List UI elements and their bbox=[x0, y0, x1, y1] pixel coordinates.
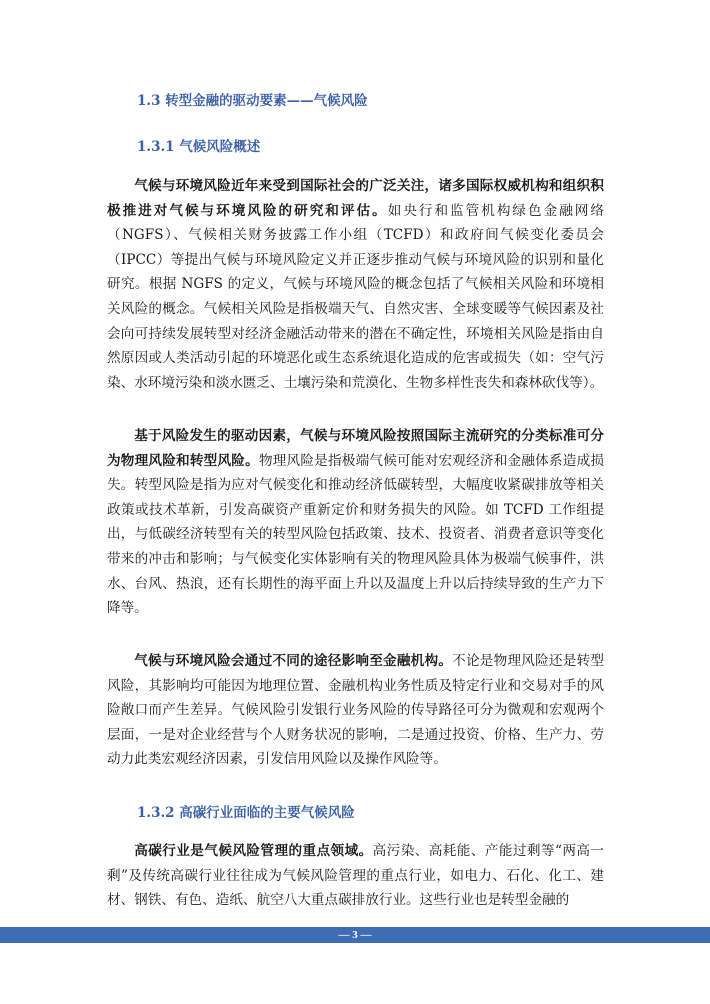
paragraph-2-lead: 基于风险发生的驱动因素，气候与环境风险按照国际主流研究的分类标准可分为物理风险和转型风险。 bbox=[107, 428, 604, 469]
subsection-heading-1: 1.3.1 气候风险概述 bbox=[137, 139, 261, 155]
paragraph-1 bbox=[107, 174, 604, 395]
paragraph-3-body: 不论是物理风险还是转型风险，其影响均可能因为地理位置、金融机构业务性质及特定行业和交易对手的风险敞口而产生差异。气候风险引发银行业务风险的传导路径可分为微观和宏观两个层面，一是对企业经营与个人财务状况的影响，二是通过投资、价格、生产力、劳动力此类宏观经济因素，引发信用风险以及操作风险等。 bbox=[107, 653, 604, 768]
subsection-heading-2: 1.3.2 高碳行业面临的主要气候风险 bbox=[137, 805, 355, 821]
paragraph-3 bbox=[107, 649, 604, 772]
paragraph-2 bbox=[107, 424, 604, 621]
paragraph-1-body: 如央行和监管机构绿色金融网络（NGFS）、气候相关财务披露工作小组（TCFD）和政府间气候变化委员会（IPCC）等提出气候与环境风险定义并正逐步推动气候与环境风险的识别和量化研究。根据 NGFS 的定义，气候与环境风险的概念包括了气候相关风险和环境相关风险的概念。气候相关风险是指极端天气、自然灾害、全球变暖等气候因素及社会向可持续发展转型对经济金融活动带来的潜在不确定性，环境相关风险是指由自然原因或人类活动引起的环境恶化或生态系统退化造成的危害或损失（如：空气污染、水环境污染和淡水匮乏、土壤污染和荒漠化、生物多样性丧失和森林砍伐等）。 bbox=[107, 202, 604, 391]
paragraph-2-body: 物理风险是指极端气候可能对宏观经济和金融体系造成损失。转型风险是指为应对气候变化和推动经济低碳转型，大幅度收紧碳排放等相关政策或技术革新，引发高碳资产重新定价和财务损失的风险。如 TCFD 工作组提出，与低碳经济转型有关的转型风险包括政策、技术、投资者、消费者意识等变化带来的冲击和影响；与气候变化实体影响有关的物理风险具体为极端气候事件，洪水、台风、热浪，还有长期性的海平面上升以及温度上升以后持续导致的生产力下降等。 bbox=[107, 452, 605, 617]
paragraph-4-body: 高污染、高耗能、产能过剩等“两高一剩”及传统高碳行业往往成为气候风险管理的重点行业，如电力、石化、化工、建材、钢铁、有色、造纸、航空八大重点碳排放行业。这些行业也是转型金融的 bbox=[107, 843, 605, 909]
page-number: — 3 — bbox=[338, 929, 372, 941]
paragraph-1-lead: 气候与环境风险近年来受到国际社会的广泛关注，诸多国际权威机构和组织积极推进对气候与环境风险的研究和评估。 bbox=[107, 178, 604, 219]
paragraph-4 bbox=[107, 839, 604, 913]
paragraph-4-lead: 高碳行业是气候风险管理的重点领域。 bbox=[134, 843, 373, 859]
section-heading: 1.3 转型金融的驱动要素——气候风险 bbox=[137, 93, 368, 109]
paragraph-3-lead: 气候与环境风险会通过不同的途径影响至金融机构。 bbox=[134, 653, 453, 669]
